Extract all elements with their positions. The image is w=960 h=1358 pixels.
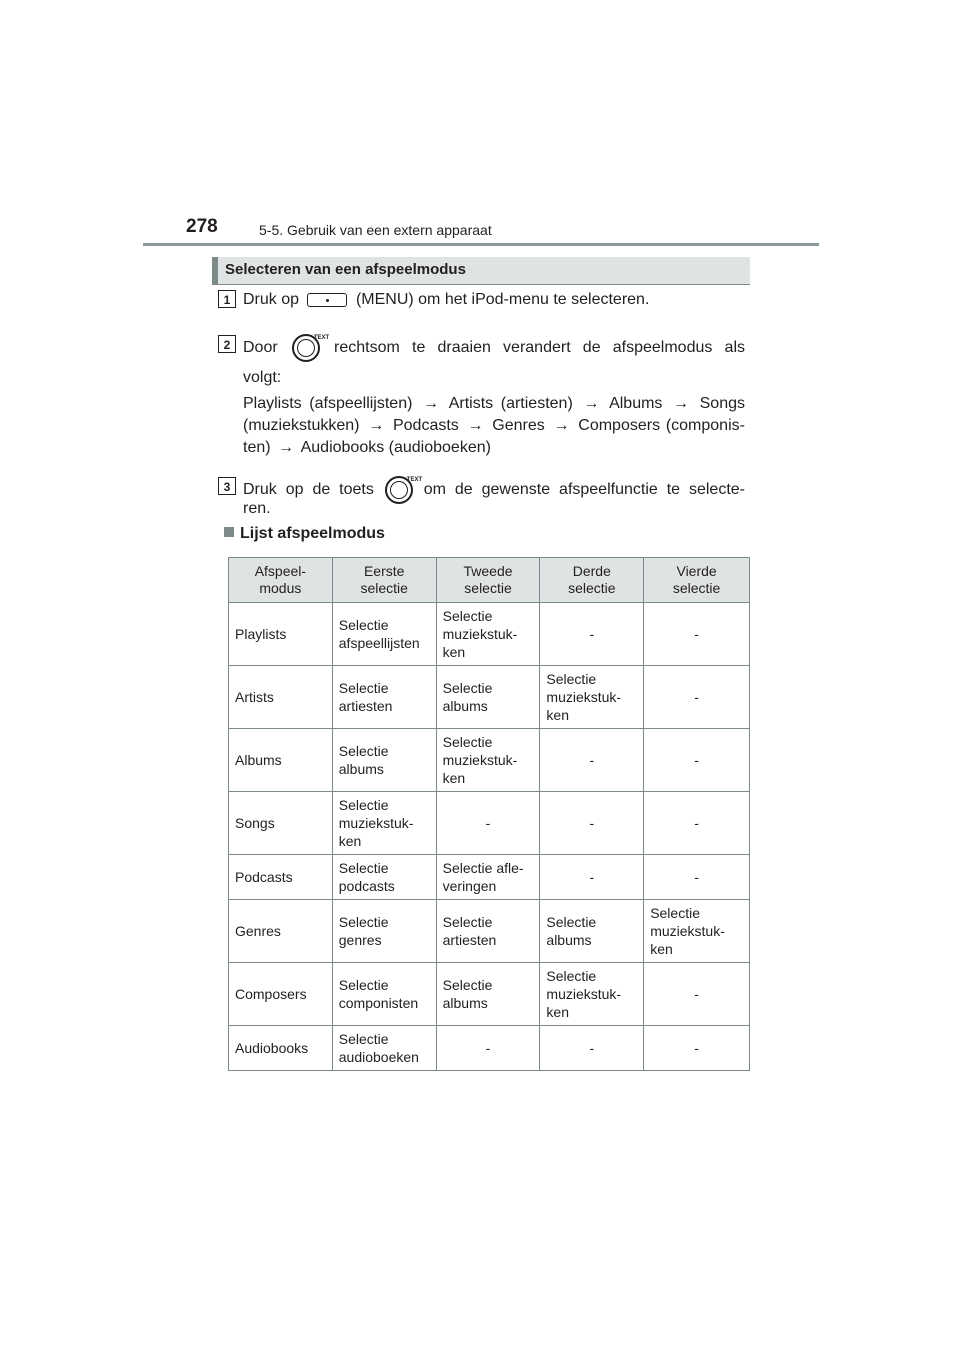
table-cell (332, 855, 436, 900)
table-cell (540, 855, 644, 900)
cell-text: Selectie (650, 905, 700, 921)
table-cell (332, 729, 436, 792)
mode-sequence-line-3 (243, 437, 491, 459)
cell-text: Artists (235, 689, 274, 705)
arrow-icon: → (553, 417, 570, 434)
table-cell (332, 792, 436, 855)
section-header: 5-5. Gebruik van een extern apparaat (259, 222, 492, 238)
table-cell (436, 1026, 540, 1071)
table-cell (229, 666, 333, 729)
arrow-icon: → (583, 395, 600, 412)
table-cell (540, 963, 644, 1026)
cell-text: artiesten (338, 698, 393, 714)
section-accent (212, 257, 218, 284)
tune-knob-icon (385, 476, 423, 504)
cell-text: muziekstuk- (546, 689, 622, 705)
cell-text: artiesten (442, 932, 497, 948)
step-1-text-before: Druk op (243, 291, 300, 308)
step-1 (243, 289, 649, 311)
cell-text: ken (338, 833, 362, 849)
table-cell (540, 666, 644, 729)
cell-text: muziekstuk- (442, 752, 518, 768)
table-cell (229, 1026, 333, 1071)
cell-text: albums (442, 698, 488, 714)
cell-text: Selectie afle- (442, 860, 524, 876)
table-header-cell (332, 558, 436, 603)
table-header-cell (436, 558, 540, 603)
cell-text: albums (338, 761, 384, 777)
table-cell (332, 603, 436, 666)
header-text: selectie (464, 580, 512, 596)
arrow-icon: → (278, 439, 295, 456)
table-cell (436, 963, 540, 1026)
table-cell (644, 1026, 750, 1071)
bullet-square-icon (224, 527, 234, 537)
table-cell (436, 855, 540, 900)
table-row (229, 792, 750, 855)
cell-text: ken (442, 644, 466, 660)
table-cell (644, 855, 750, 900)
table-cell (644, 729, 750, 792)
cell-text: - (589, 869, 595, 885)
cell-text: - (589, 815, 595, 831)
cell-text: Selectie (546, 968, 597, 984)
cell-text: Selectie (442, 914, 493, 930)
cell-text: Selectie (338, 1031, 389, 1047)
table-cell (229, 855, 333, 900)
cell-text: Composers (235, 986, 307, 1002)
header-divider (143, 243, 819, 246)
cell-text: - (694, 815, 699, 831)
cell-text: albums (442, 995, 488, 1011)
cell-text: veringen (442, 878, 497, 894)
cell-text: afspeellijsten (338, 635, 420, 651)
cell-text: - (589, 1040, 595, 1056)
cell-text: Selectie (546, 914, 597, 930)
table-cell (540, 900, 644, 963)
cell-text: muziekstuk- (546, 986, 622, 1002)
mode-sequence-line-2 (243, 415, 745, 437)
page-number: 278 (186, 216, 218, 237)
subheading-text: Lijst afspeelmodus (240, 525, 385, 542)
cell-text: Selectie (338, 617, 389, 633)
cell-text: Playlists (235, 626, 287, 642)
cell-text: Selectie (338, 977, 389, 993)
cell-text: Selectie (442, 977, 493, 993)
mode-playlists: Playlists (afspeellijsten) (243, 395, 413, 412)
table-cell (436, 792, 540, 855)
table-row (229, 855, 750, 900)
cell-text: muziekstuk- (338, 815, 414, 831)
table-cell (540, 729, 644, 792)
header-text: modus (259, 580, 302, 596)
cell-text: - (694, 689, 699, 705)
step-2-text-before: Door (243, 339, 278, 357)
cell-text: ken (650, 941, 673, 957)
step-3-text-before: Druk op de toets (243, 481, 374, 499)
cell-text: - (485, 1040, 491, 1056)
step-number-2: 2 (218, 335, 236, 353)
mode-composers: Composers (componis- (578, 417, 745, 434)
knob-label: TEXT (406, 477, 423, 483)
cell-text: Albums (235, 752, 282, 768)
step-number-3: 3 (218, 477, 236, 495)
step-number-1: 1 (218, 290, 236, 308)
cell-text: Songs (235, 815, 275, 831)
cell-text: - (694, 986, 699, 1002)
table-cell (436, 900, 540, 963)
subheading (224, 525, 385, 543)
mode-songs-translation: (muziekstukken) (243, 417, 360, 434)
cell-text: - (694, 869, 699, 885)
cell-text: Selectie (338, 743, 389, 759)
cell-text: muziekstuk- (650, 923, 725, 939)
table-cell (644, 603, 750, 666)
step-3-line-2: ren. (243, 500, 271, 517)
mode-audiobooks: Audiobooks (audioboeken) (300, 439, 491, 456)
section-title-bar (212, 257, 750, 285)
cell-text: componisten (338, 995, 419, 1011)
mode-artists: Artists (artiesten) (448, 395, 573, 412)
cell-text: albums (546, 932, 592, 948)
arrow-icon: → (423, 395, 440, 412)
step-3-text-after: om de gewenste afspeelfunctie te selecte- (423, 481, 745, 499)
table-cell (332, 666, 436, 729)
table-cell (644, 792, 750, 855)
table-cell (229, 900, 333, 963)
arrow-icon: → (467, 417, 484, 434)
cell-text: Podcasts (235, 869, 293, 885)
cell-text: ken (546, 707, 569, 723)
cell-text: audioboeken (338, 1049, 419, 1065)
cell-text: - (589, 752, 595, 768)
cell-text: muziekstuk- (442, 626, 518, 642)
table-cell (332, 900, 436, 963)
step-2-line-2: volgt: (243, 369, 282, 386)
menu-button-icon (307, 293, 347, 307)
cell-text: - (694, 752, 699, 768)
table-row (229, 603, 750, 666)
cell-text: ken (546, 1004, 569, 1020)
step-2-line-1 (243, 334, 745, 362)
table-cell (229, 729, 333, 792)
cell-text: ken (442, 770, 466, 786)
table-header-cell (229, 558, 333, 603)
table-cell (436, 729, 540, 792)
table-row (229, 900, 750, 963)
cell-text: - (485, 815, 491, 831)
knob-label: TEXT (313, 335, 330, 341)
cell-text: Selectie (442, 680, 493, 696)
cell-text: Genres (235, 923, 281, 939)
cell-text: Selectie (546, 671, 597, 687)
table-cell (644, 963, 750, 1026)
play-mode-table (228, 557, 750, 1071)
cell-text: - (589, 626, 595, 642)
table-cell (436, 603, 540, 666)
tune-knob-icon (292, 334, 330, 362)
table-row (229, 666, 750, 729)
header-text: Tweede (463, 563, 513, 579)
header-text: Afspeel- (254, 563, 307, 579)
table-header-cell (540, 558, 644, 603)
cell-text: - (694, 626, 699, 642)
cell-text: podcasts (338, 878, 395, 894)
table-cell (229, 603, 333, 666)
header-text: Vierde (676, 563, 717, 579)
table-header-cell (644, 558, 750, 603)
section-title: Selecteren van een afspeelmodus (225, 261, 466, 278)
arrow-icon: → (673, 395, 690, 412)
table-cell (540, 792, 644, 855)
cell-text: - (694, 1040, 699, 1056)
cell-text: Selectie (338, 680, 389, 696)
header-text: selectie (360, 580, 408, 596)
table-cell (540, 603, 644, 666)
step-3-line-1 (243, 476, 745, 504)
cell-text: Selectie (442, 608, 493, 624)
mode-albums: Albums (609, 395, 663, 412)
arrow-icon: → (368, 417, 385, 434)
mode-genres: Genres (492, 417, 545, 434)
table-cell (229, 963, 333, 1026)
step-2-text-after: rechtsom te draaien verandert de afspeelmodus als (334, 339, 745, 357)
cell-text: Audiobooks (235, 1040, 309, 1056)
table-cell (332, 963, 436, 1026)
mode-sequence-line-1 (243, 393, 745, 415)
step-1-text-after: (MENU) om het iPod-menu te selecteren. (355, 291, 650, 308)
header-text: selectie (672, 580, 721, 596)
header-text: Derde (572, 563, 611, 579)
cell-text: Selectie (338, 914, 389, 930)
mode-podcasts: Podcasts (392, 417, 459, 434)
table-cell (332, 1026, 436, 1071)
table-header-row (229, 558, 750, 603)
header-text: selectie (568, 580, 616, 596)
cell-text: Selectie (338, 860, 389, 876)
cell-text: genres (338, 932, 382, 948)
mode-songs: Songs (699, 395, 745, 412)
table-row (229, 1026, 750, 1071)
table-cell (540, 1026, 644, 1071)
table-row (229, 729, 750, 792)
table-cell (436, 666, 540, 729)
table-cell (644, 666, 750, 729)
mode-composers-end: ten) (243, 439, 271, 456)
cell-text: Selectie (338, 797, 389, 813)
table-row (229, 963, 750, 1026)
table-cell (229, 792, 333, 855)
header-text: Eerste (363, 563, 405, 579)
table-cell (644, 900, 750, 963)
cell-text: Selectie (442, 734, 493, 750)
